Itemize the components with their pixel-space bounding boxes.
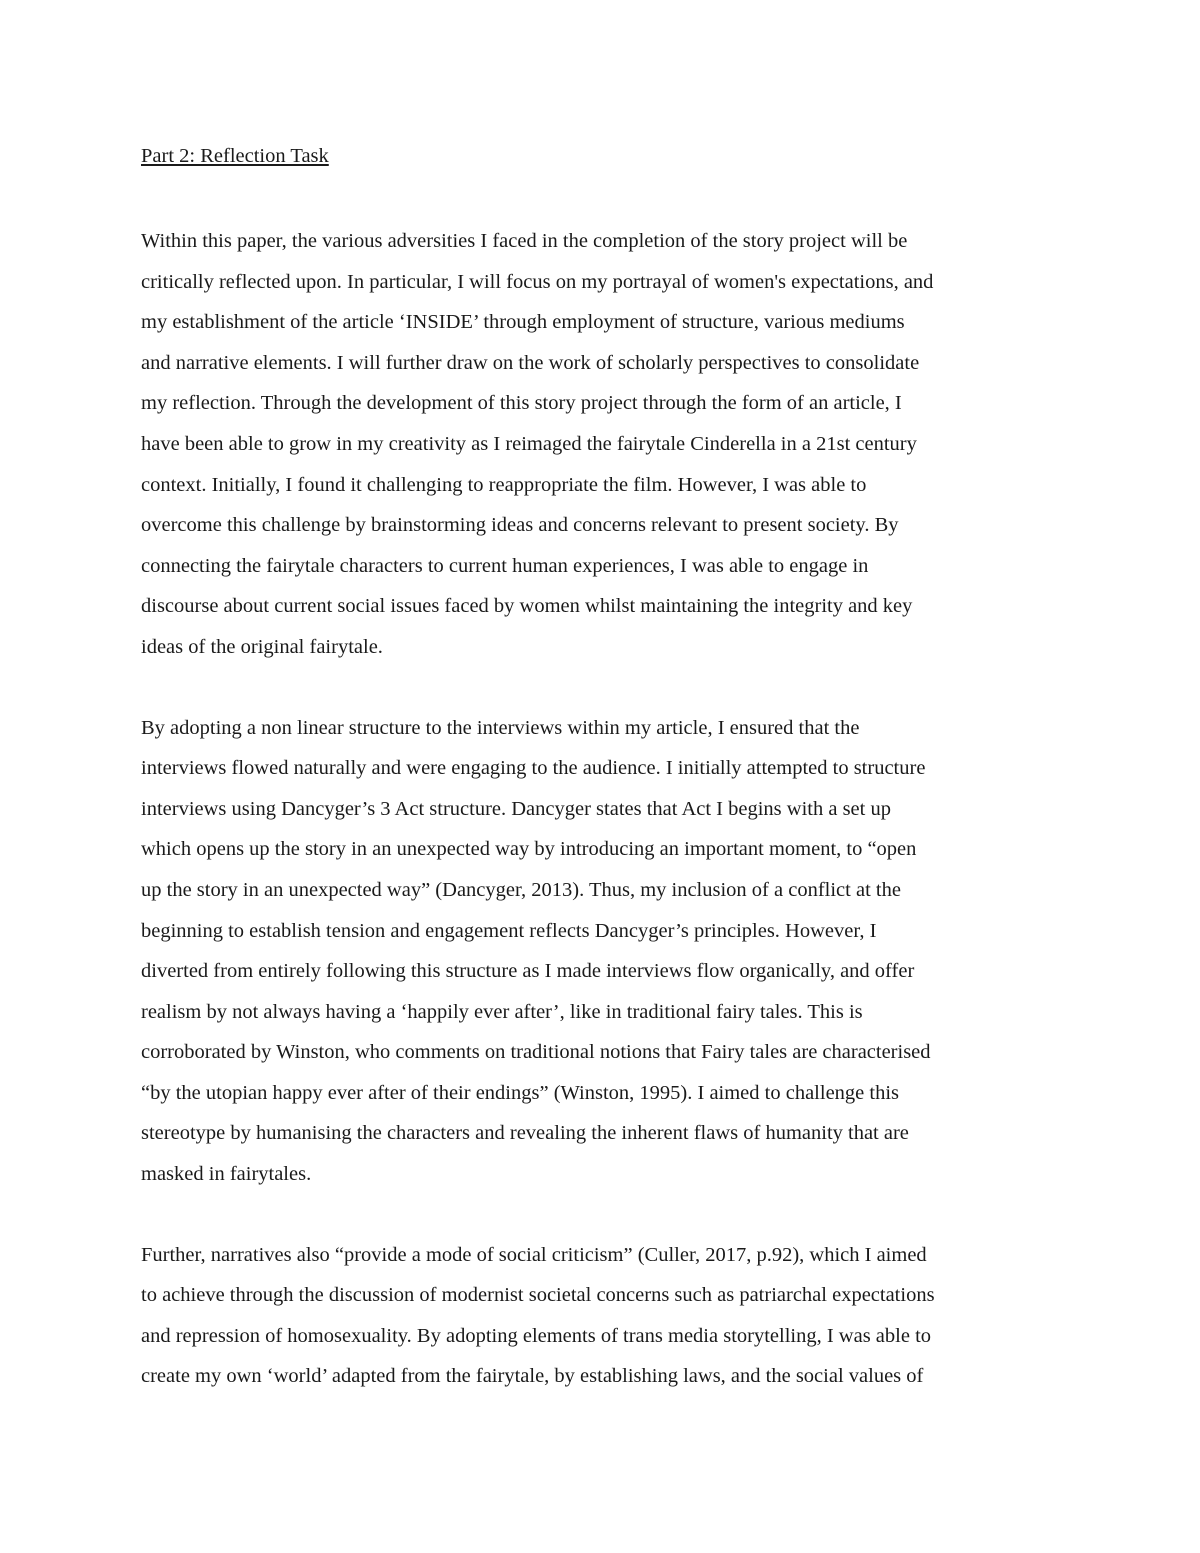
text-line: discourse about current social issues faced by women whilst maintaining the integrity and key [141,595,913,618]
text-line: create my own ‘world’ adapted from the fairytale, by establishing laws, and the social values of [141,1365,924,1388]
text-line: beginning to establish tension and engagement reflects Dancyger’s principles. However, I [141,919,877,942]
text-line: interviews flowed naturally and were engaging to the audience. I initially attempted to structure [141,757,926,780]
text-line: have been able to grow in my creativity as I reimaged the fairytale Cinderella in a 21st century [141,432,917,455]
paragraph-3 [141,1235,1061,1397]
text-line: masked in fairytales. [141,1163,312,1186]
text-line: and repression of homosexuality. By adopting elements of trans media storytelling, I was able to [141,1324,932,1347]
text-line: my reflection. Through the development of this story project through the form of an article, I [141,392,902,415]
text-line: critically reflected upon. In particular, I will focus on my portrayal of women's expectations, and [141,270,934,293]
heading-spacer [141,172,1061,221]
text-line: By adopting a non linear structure to the interviews within my article, I ensured that the [141,716,860,739]
text-line: my establishment of the article ‘INSIDE’ through employment of structure, various mediums [141,311,905,334]
paragraph-gap [141,1195,1061,1235]
paragraph-1 [141,221,1061,668]
text-line: ideas of the original fairytale. [141,635,383,658]
text-line: context. Initially, I found it challenging to reappropriate the film. However, I was able to [141,473,867,496]
text-line: corroborated by Winston, who comments on traditional notions that Fairy tales are characterised [141,1041,931,1064]
text-line: realism by not always having a ‘happily ever after’, like in traditional fairy tales. This is [141,1000,863,1023]
paragraph-2 [141,708,1061,1195]
paragraph-gap [141,668,1061,708]
text-line: interviews using Dancyger’s 3 Act structure. Dancyger states that Act I begins with a set up [141,797,891,820]
text-line: “by the utopian happy ever after of their endings” (Winston, 1995). I aimed to challenge this [141,1081,900,1104]
paragraph-container [141,221,1061,1397]
text-line: up the story in an unexpected way” (Dancyger, 2013). Thus, my inclusion of a conflict at the [141,878,901,901]
text-line: Further, narratives also “provide a mode of social criticism” (Culler, 2017, p.92), which I aimed [141,1243,927,1266]
text-line: which opens up the story in an unexpected way by introducing an important moment, to “open [141,838,917,861]
text-line: diverted from entirely following this structure as I made interviews flow organically, and offer [141,960,915,983]
text-line: connecting the fairytale characters to current human experiences, I was able to engage in [141,554,869,577]
text-line: Within this paper, the various adversities I faced in the completion of the story project will be [141,230,908,252]
text-line: and narrative elements. I will further draw on the work of scholarly perspectives to consolidate [141,351,920,374]
text-line: stereotype by humanising the characters and revealing the inherent flaws of humanity that are [141,1122,909,1145]
text-line: to achieve through the discussion of modernist societal concerns such as patriarchal expectations [141,1284,935,1307]
document-body [141,140,1061,1397]
page-title: Part 2: Reflection Task [141,145,329,167]
text-line: overcome this challenge by brainstorming ideas and concerns relevant to present society. By [141,514,899,537]
